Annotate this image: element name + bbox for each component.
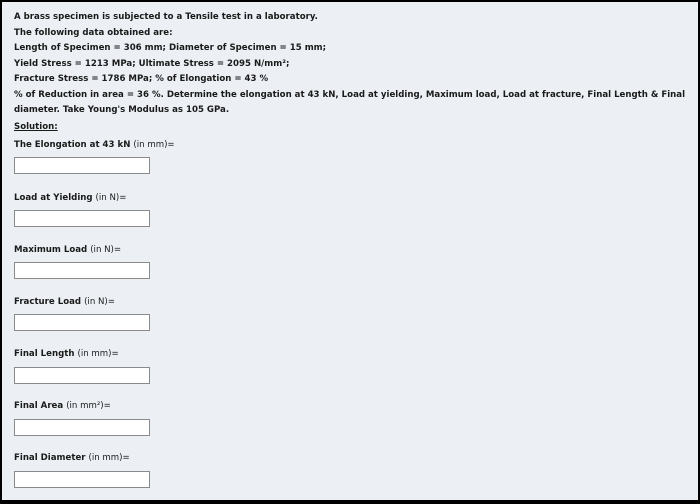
final-area-input[interactable]: [14, 419, 150, 436]
fracture-load-unit: (in N)=: [84, 297, 115, 307]
final-diameter-unit: (in mm)=: [88, 453, 130, 463]
final-length-label-text: Final Length: [14, 349, 75, 359]
question-text: [14, 10, 689, 119]
maximum-load-label: [14, 245, 121, 255]
fracture-load-label-text: Fracture Load: [14, 297, 82, 307]
fracture-load-input[interactable]: [14, 314, 150, 331]
final-area-label: [14, 401, 111, 411]
maximum-load-unit: (in N)=: [90, 245, 122, 255]
solution-heading: Solution:: [14, 122, 58, 132]
yield-load-input[interactable]: [14, 210, 150, 227]
final-diameter-label: [14, 453, 130, 463]
final-length-unit: (in mm)=: [77, 349, 119, 359]
question-line-5: Fracture Stress = 1786 MPa; % of Elongation = 43 %: [14, 74, 269, 84]
question-panel: [2, 2, 698, 500]
fracture-load-label: [14, 297, 115, 307]
final-area-unit: (in mm²)=: [66, 401, 111, 411]
final-diameter-input[interactable]: [14, 471, 150, 488]
question-line-6: % of Reduction in area = 36 %. Determine the elongation at 43 kN, Load at yielding, Maximum load, Load at fracture, Final Length & Final diameter. Take Young's Modulus as 105 GPa.: [14, 89, 686, 115]
final-length-input[interactable]: [14, 367, 150, 384]
yield-load-label: [14, 193, 126, 203]
elongation-unit: (in mm)=: [133, 140, 175, 150]
yield-load-label-text: Load at Yielding: [14, 193, 93, 203]
question-line-3: Length of Specimen = 306 mm; Diameter of Specimen = 15 mm;: [14, 43, 327, 53]
yield-load-unit: (in N)=: [95, 193, 127, 203]
maximum-load-input[interactable]: [14, 262, 150, 279]
question-line-1: A brass specimen is subjected to a Tensile test in a laboratory.: [14, 12, 318, 22]
final-area-label-text: Final Area: [14, 401, 64, 411]
final-length-label: [14, 349, 119, 359]
elongation-label-text: The Elongation at 43 kN: [14, 140, 131, 150]
elongation-input[interactable]: [14, 157, 150, 174]
maximum-load-label-text: Maximum Load: [14, 245, 88, 255]
elongation-label: [14, 140, 175, 150]
question-line-2: The following data obtained are:: [14, 27, 173, 38]
final-diameter-label-text: Final Diameter: [14, 453, 86, 463]
question-line-4: Yield Stress = 1213 MPa; Ultimate Stress = 2095 N/mm²;: [14, 58, 290, 69]
